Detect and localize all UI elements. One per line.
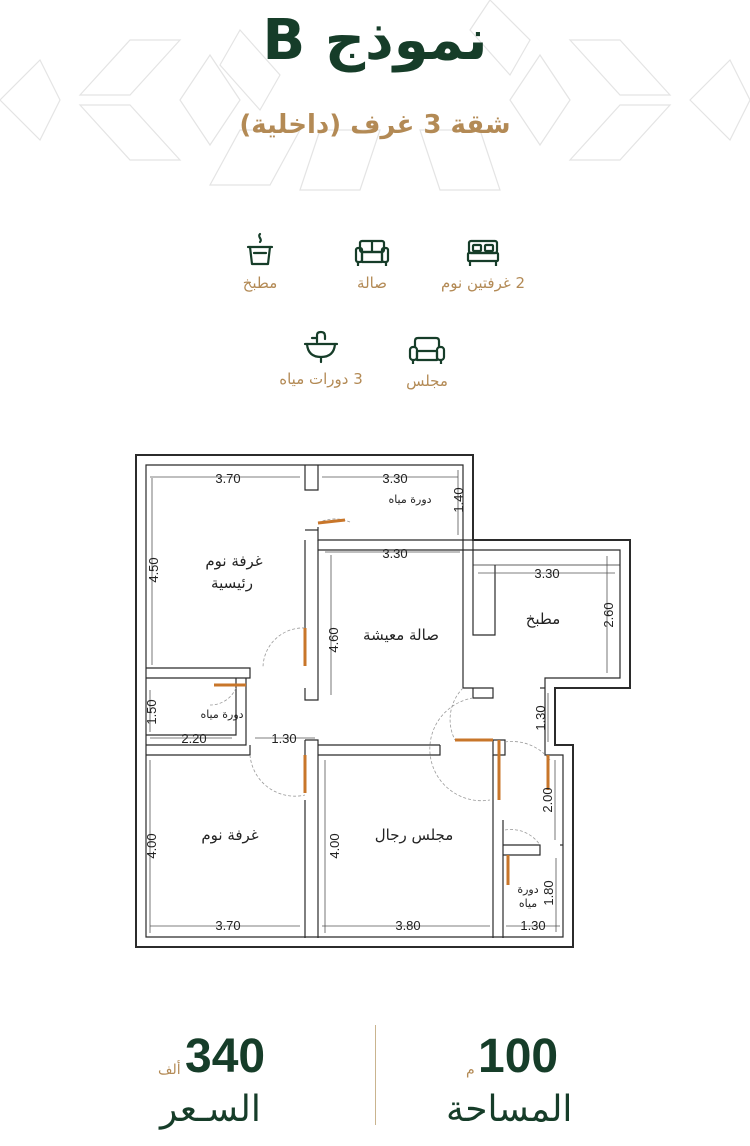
dim-bath-right-height: 1.80 (541, 880, 556, 906)
page-title: نموذج B (262, 8, 488, 73)
dim-bath-right-width: 1.30 (520, 918, 546, 933)
dim-bath-top-height: 1.40 (451, 487, 466, 513)
summary-divider (375, 1025, 376, 1125)
dim-majlis-width: 3.80 (395, 918, 421, 933)
feature-kitchen-label: مطبخ (242, 274, 278, 292)
outer-wall-inner (146, 465, 620, 937)
wall (473, 540, 495, 635)
area-label: المساحة (446, 1089, 573, 1130)
price-unit: ألف (158, 1062, 181, 1078)
dim-bath-left-width: 2.20 (181, 731, 207, 746)
dim-living-height: 4.60 (326, 627, 341, 653)
wall (305, 465, 318, 490)
area-value: 100 (478, 1030, 559, 1083)
dim-kitchen-height: 2.60 (601, 602, 616, 628)
wall (146, 745, 250, 755)
wall (146, 668, 250, 678)
room-bath-right-line2: مياه (518, 897, 538, 910)
feature-bedrooms-label: 2 غرفتين نوم (440, 274, 526, 292)
dim-bath-top-width: 3.30 (382, 471, 408, 486)
feature-living-label: صالة (357, 274, 387, 292)
room-bath-left: دورة مياه (200, 708, 244, 721)
dim-majlis-height: 4.00 (327, 833, 342, 859)
dim-bath-left-height: 1.50 (144, 699, 159, 725)
price-value: 340 (185, 1030, 266, 1083)
wall (318, 527, 473, 540)
dim-right-section: 2.00 (540, 787, 555, 813)
feature-bathrooms-label: 3 دورات مياه (279, 370, 363, 388)
wall (463, 550, 493, 698)
door (318, 520, 345, 523)
wall (503, 845, 540, 855)
room-kitchen: مطبخ (525, 610, 561, 628)
room-master-bedroom-line2: رئيسية (211, 574, 253, 592)
room-bath-right-line1: دورة (517, 883, 539, 896)
room-bath-top: دورة مياه (388, 493, 432, 506)
price-label: السـعر (160, 1089, 261, 1130)
wall (305, 740, 318, 938)
dim-kitchen-width: 3.30 (534, 566, 560, 581)
room-master-bedroom-line1: غرفة نوم (205, 552, 263, 570)
room-living: صالة معيشة (363, 626, 439, 644)
room-bedroom: غرفة نوم (201, 826, 259, 844)
wall (146, 678, 236, 735)
dim-master-width: 3.70 (215, 471, 241, 486)
dim-corridor-width: 1.30 (271, 731, 297, 746)
wall (318, 745, 440, 755)
dim-bedroom-height: 4.00 (144, 833, 159, 859)
dim-bedroom-width: 3.70 (215, 918, 241, 933)
feature-majlis-label: مجلس (406, 372, 448, 390)
room-majlis: مجلس رجال (374, 826, 454, 844)
dim-living-width: 3.30 (382, 546, 408, 561)
wall (305, 540, 318, 700)
dim-corridor-right: 1.30 (533, 705, 548, 731)
area-unit: م (466, 1062, 475, 1078)
dim-master-height: 4.50 (146, 557, 161, 583)
page-subtitle: شقة 3 غرف (داخلية) (239, 110, 511, 140)
